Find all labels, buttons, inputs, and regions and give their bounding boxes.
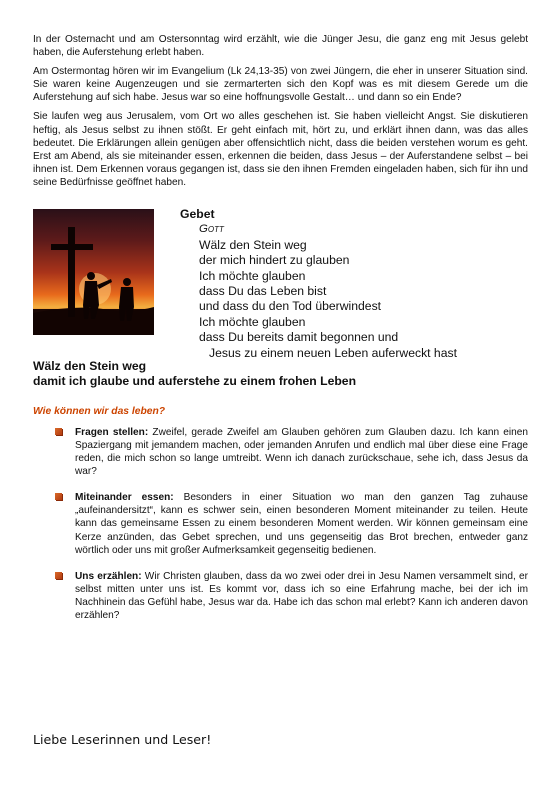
list-item xyxy=(33,491,528,556)
intro-paragraph-3: Sie laufen weg aus Jerusalem, vom Ort wo alles geschehen ist. Sie haben vielleicht Angst. Sie diskutieren heftig, als Jesus selbst zu ihnen stößt. Er geht einfach mit, hört zu, und erklärt ihnen dann, was das alles bedeutet. Die Erklärungen allein genügen aber offensichtlich nicht, dass die beiden verstehen worum es geht. Erst am Abend, als sie miteinander essen, erkennen die beiden, dass Jesus – der Auferstandene selbst – bei ihnen ist. Dem Erkennen voraus gegangen ist, dass sie den ihnen Fremden eingeladen haben, sich für ihn und seine Bedürfnisse geöffnet haben. xyxy=(33,111,528,188)
cross-silhouette-icon xyxy=(33,209,154,335)
item-text: Wir Christen glauben, dass da wo zwei oder drei in Jesu Namen versammelt sind, er selbst mitten unter uns ist. Es kommt vor, dass ich so eine Erfahrung mache, bei der ich im Nachhinein das Gefühl habe, Jesus war da. Habe ich das schon mal erlebt? Kann ich anderen davon erzählen? xyxy=(75,570,529,621)
intro-paragraph-1: In der Osternacht und am Ostersonntag wird erzählt, wie die Jünger Jesu, die ganz eng mit Jesus gelebt haben, die Auferstehung erlebt haben. xyxy=(33,34,528,59)
prayer-text xyxy=(179,207,457,361)
section-title: Wie können wir das leben? xyxy=(33,405,166,417)
bullet-square-icon xyxy=(55,493,62,500)
prayer-address: Gott xyxy=(199,223,224,236)
closing-greeting: Liebe Leserinnen und Leser! xyxy=(33,732,212,747)
document-page xyxy=(33,33,528,635)
item-text: Besonders in einer Situation wo man den ganzen Tag zuhause „aufeinandersitzt“, kann es schwer sein, einen besonderen Moment miteinander zu teilen. Heute kann das gemeinsame Essen zu einem besonderen Moment werden. Wir können gemeinsam eine Kerze anzünden, das Gebet sprechen, und uns gegenseitig das Brot brechen, entweder ganz wörtlich oder uns mit großer Aufmerksamkeit gegenseitig bedienen. xyxy=(75,492,528,556)
prayer-line: dass Du das Leben bist xyxy=(199,284,327,299)
item-lead: Fragen stellen: xyxy=(75,426,149,438)
prayer-line: Wälz den Stein weg xyxy=(199,237,307,252)
refrain-line-2: damit ich glaube und auferstehe zu einem frohen Leben xyxy=(33,374,357,389)
prayer-line: dass Du bereits damit begonnen und xyxy=(199,330,399,345)
prayer-last-line: Jesus zu einem neuen Leben auferweckt hast xyxy=(209,345,457,360)
suggestion-list xyxy=(33,426,528,622)
list-item xyxy=(33,570,528,622)
prayer-line: der mich hindert zu glauben xyxy=(199,253,350,268)
prayer-heading: Gebet xyxy=(180,207,215,222)
intro-paragraph-2: Am Ostermontag hören wir im Evangelium (Lk 24,13-35) von zwei Jüngern, die eher in unserer Situation sind. Sie waren keine Augenzeugen und sie zermarterten sich den Kopf was es mit diesem Gerede um die Auferstehung auf sich habe. Jesus war so eine hoffnungsvolle Gestalt… und dann so ein Ende? xyxy=(33,66,528,104)
cross-sunset-photo xyxy=(33,209,154,335)
refrain-line-1: Wälz den Stein weg xyxy=(33,359,147,374)
item-text: Zweifel, gerade Zweifel am Glauben gehören zum Glauben dazu. Ich kann einen Spaziergang mit jemandem machen, oder jemanden Anrufen und endlich mal über diese eine Frage reden, die mich schon so lange umtreibt. Wenn ich danach zurückschaue, sehe ich, dass Jesus da war? xyxy=(75,426,529,478)
bullet-square-icon xyxy=(55,572,62,579)
bullet-square-icon xyxy=(55,428,62,435)
item-lead: Miteinander essen: xyxy=(75,492,174,504)
prayer-line: Ich möchte glauben xyxy=(199,314,306,329)
prayer-line: Ich möchte glauben xyxy=(199,268,306,283)
list-item xyxy=(33,426,528,478)
item-lead: Uns erzählen: xyxy=(75,570,142,582)
prayer-refrain xyxy=(33,359,528,390)
prayer-line: und dass du den Tod überwindest xyxy=(199,299,382,314)
prayer-block xyxy=(33,207,528,360)
